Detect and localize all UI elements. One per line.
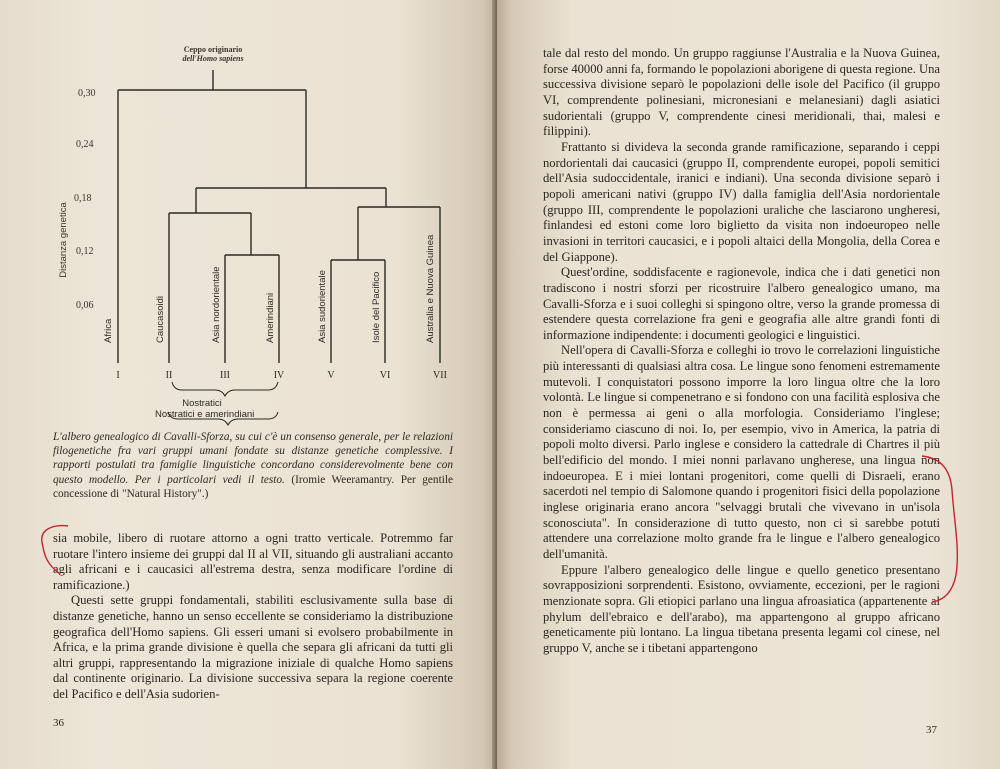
right-paragraph-2: Frattanto si divideva la seconda grande ramificazione, separando i ceppi nordorientali dai caucasici (gruppo II, comprendente europei, popoli semitici dell'Asia sudoccidentale, iranici e indiani). Una seconda divisione separò i popoli americani nativi (gruppo IV) dalla famiglia dell'Asia nordorientale (gruppo III, comprendente le popolazioni uraliche che lasciarono ungheresi, finlandesi ed estoni come loro biglietto da visita non indoeuropeo nelle invasioni in territori caucasici, e i popoli altaici della Mongolia, della Corea e del Giappone). (543, 139, 940, 264)
brace-label-nostratici-amerindiani-text: Nostratici e amerindiani (155, 409, 255, 420)
group-numeral-4: IV (273, 370, 285, 381)
figure-caption (53, 430, 453, 501)
pop-label-caucasoidi: Caucasoidi (155, 296, 166, 343)
y-tick-006: 0,06 (76, 300, 94, 311)
root-label-line2: dell'Homo sapiens (182, 54, 244, 63)
y-tick-018: 0,18 (74, 193, 92, 204)
root-label-line1: Ceppo originario (183, 45, 243, 54)
pop-label-africa: Africa (103, 318, 114, 343)
group-numeral-6: VI (379, 370, 391, 381)
caption-italic-text: L'albero genealogico di Cavalli-Sforza, su cui c'è un consenso generale, per le relazioni filogenetiche fra vari gruppi umani fondate su distanze genetiche complessive. I rapporti postulati tra famiglie linguistiche concordano considerevolmente bene con questo modello. Per i particolari vedi il testo. (53, 431, 453, 486)
y-tick-012: 0,12 (76, 246, 94, 257)
y-tick-030: 0,30 (78, 88, 96, 99)
y-axis-label: Distanza genetica (58, 202, 69, 278)
group-numeral-1: I (116, 370, 120, 381)
pop-label-asia-nordorientale: Asia nordorientale (211, 266, 222, 343)
group-numeral-5: V (327, 370, 335, 381)
caption-credit: (Iromie Weeramantry. Per gentile concessione di "Natural History".) (53, 473, 453, 500)
page-number-left: 36 (53, 717, 64, 729)
brace-label-nostratici: Nostratici (182, 398, 222, 409)
right-paragraph-1: tale dal resto del mondo. Un gruppo raggiunse l'Australia e la Nuova Guinea, forse 40000 anni fa, formando le popolazioni aborigene di questa regione. Una successiva divisione separò le popolazioni delle isole del Pacifico (il gruppo VI, comprendente polinesiani, micronesiani e melanesiani) dagli asiatici sudorientali (gruppo V, comprendente cinesi meridionali, thai, malesi e filippini). (543, 46, 940, 139)
brace-nostratici (172, 382, 278, 396)
left-paragraph-2: Questi sette gruppi fondamentali, stabiliti esclusivamente sulla base di distanze genetiche, hanno un senso eccellente se consideriamo la distribuzione geografica dell'Homo sapiens. Gli esseri umani si evolsero probabilmente in Africa, e la prima grande divisione è quella che separa gli africani da tutti gli altri gruppi, rappresentando la migrazione iniziale di qualche Homo sapiens dal continente originario. La divisione successiva separa la regione coerente del Pacifico e dell'Asia sudorien- (53, 593, 453, 701)
left-body-text (53, 531, 453, 703)
right-body-text (543, 46, 940, 657)
group-numeral-7: VII (433, 370, 447, 381)
pop-label-australia-line: Australia e Nuova Guinea (425, 234, 436, 343)
pop-label-asia-sudorientale: Asia sudorientale (317, 270, 328, 343)
group-numeral-3: III (220, 370, 230, 381)
phylogenetic-tree-figure (40, 40, 480, 430)
page-number-right: 37 (926, 724, 937, 736)
right-paragraph-4: Nell'opera di Cavalli-Sforza e colleghi io trovo le correlazioni linguistiche più interessanti di qualsiasi altra cosa. Le lingue sono fenomeni estremamente mutevoli. I conquistatori possono imporre la loro lingua oltre che la loro volontà. Le lingue si compenetrano e si fondono con una facilità esplosiva che non è permessa ai geni o alla morfologia. Consideriamo l'inglese; consideriamo ciascuno di noi. Io, per esempio, vivo in America, la patria di popoli molto diversi. Parlo inglese e considero la cattedrale di Chartres il più bell'edificio del mondo. I miei nonni parlavano ungherese, una lingua non indoeuropea. E i miei lontani progenitori, come quelli di Disraeli, erano sacerdoti nel tempio di Salomone quando i progenitori fisici della popolazione inglese originaria erano ancora "selvaggi brutali che vivevano in un'isola sconosciuta". In considerazione di tutto questo, non ci si sarebbe potuti attendere una correlazione molto grande fra le lingue e l'albero genealogico dell'umanità. (543, 343, 940, 561)
group-numeral-2: II (165, 370, 173, 381)
pop-label-amerindiani: Amerindiani (265, 292, 276, 343)
y-tick-024: 0,24 (76, 139, 94, 150)
left-paragraph-1: sia mobile, libero di ruotare attorno a ogni tratto verticale. Potremmo far ruotare l'intero insieme dei gruppi dal II al VII, situando gli australiani accanto agli africani e i caucasici all'estrema destra, senza modificare l'ordine di ramificazione.) (53, 531, 453, 592)
right-paragraph-5: Eppure l'albero genealogico delle lingue e quello genetico presentano sovrapposizioni sorprendenti. Esistono, ovviamente, eccezioni, per le ragioni menzionate sopra. Gli etiopici parlano una lingua afroasiatica (appartenente al phylum dell'ebraico e dell'arabo), ma appartengono al gruppo africano geneticamente più lontano. La lingua tibetana presenta legami col cinese, nel gruppo V, anche se i tibetani appartengono (543, 562, 940, 655)
right-paragraph-3: Quest'ordine, soddisfacente e ragionevole, indica che i dati genetici non tradiscono i nostri sforzi per ricostruire l'albero genealogico umano, ma Cavalli-Sforza e i suoi colleghi si spingono oltre, verso la grande promessa di estendere questa correlazione fra geni e geografia alle altre grandi fonti di informazione indipendente: i documenti geologici e linguistici. (543, 265, 940, 342)
tree-branches (118, 70, 440, 363)
pop-label-isole-pacifico: Isole del Pacifico (371, 271, 382, 343)
left-page (0, 0, 497, 769)
pop-label-australia (425, 234, 436, 343)
